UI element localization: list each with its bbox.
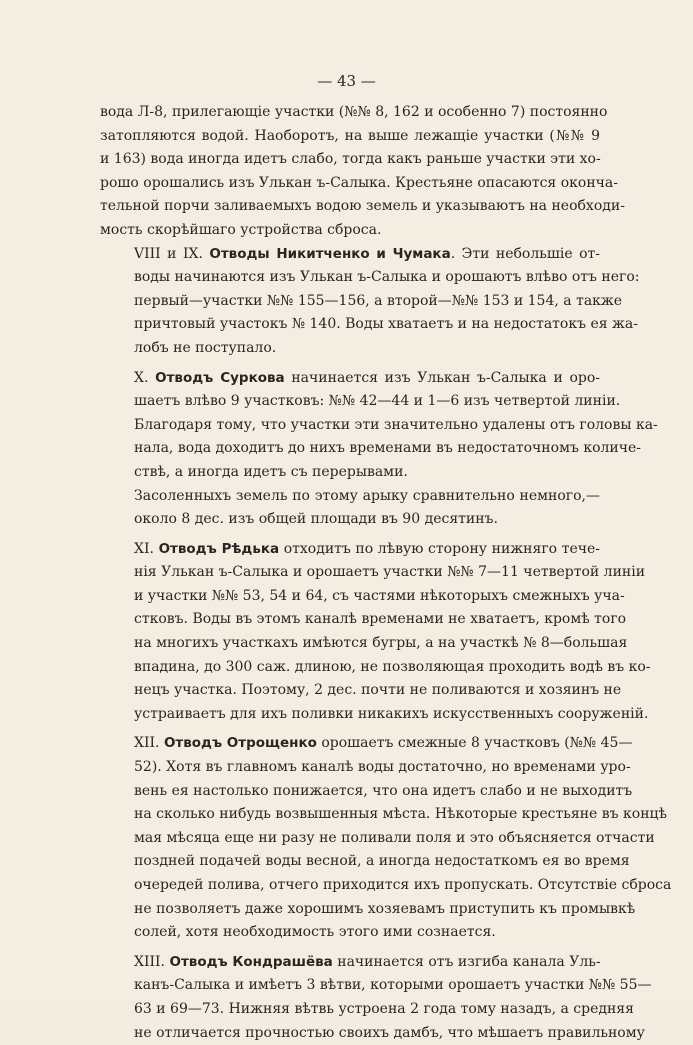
text-line: [100, 756, 631, 780]
line-text: мая мѣсяца еще ни разу не поливали поля и это объясняется отчасти: [134, 829, 655, 846]
text-line: [100, 148, 600, 172]
text-line: [100, 313, 638, 337]
section-title: Отводъ Суркова: [155, 369, 285, 386]
line-text: и участки №№ 53, 54 и 64, съ частями нѣкоторыхъ смежныхъ уча-: [134, 587, 625, 604]
line-text: причтовый участокъ № 140. Воды хватаетъ и на недостатокъ ея жа-: [134, 316, 638, 333]
text-line: [100, 632, 628, 656]
line-text: начинается отъ изгиба канала Уль-: [332, 953, 601, 970]
paragraph: [100, 485, 600, 532]
text-line: [100, 266, 640, 290]
text-line: [100, 390, 621, 414]
text-line: [100, 703, 649, 727]
text-line: [100, 219, 600, 243]
text-line: [100, 437, 641, 461]
page-number: — 43 —: [317, 72, 376, 90]
text-line: [100, 921, 600, 945]
text-line: [100, 172, 618, 196]
line-text: нала, вода доходитъ до нихъ временами въ недостаточномъ количе-: [134, 440, 641, 457]
text-line: [100, 780, 633, 804]
line-text: шаетъ влѣво 9 участковъ: №№ 42—44 и 1—6 изъ четвертой линіи.: [134, 393, 621, 410]
line-text: начинается изъ Улькан ъ-Салыка и оро-: [284, 369, 601, 386]
text-line: [100, 974, 652, 998]
line-text: не отличается прочностью своихъ дамбъ, что мѣшаетъ правильному: [134, 1024, 645, 1041]
line-text: и 163) вода иногда идетъ слабо, тогда какъ раньше участки эти хо-: [100, 151, 601, 168]
line-text: Благодаря тому, что участки эти значительно удалены отъ головы ка-: [134, 416, 658, 433]
line-text: воды начинаются изъ Улькан ъ-Салыка и орошаютъ влѣво отъ него:: [134, 269, 640, 286]
section-title: Отводъ Рѣдька: [158, 540, 280, 557]
line-text: канъ-Салыка и имѣетъ 3 вѣтви, которыми орошаетъ участки №№ 55—: [134, 977, 652, 994]
text-line: [100, 874, 672, 898]
text-line: [100, 414, 658, 438]
text-line: [100, 679, 622, 703]
line-text: на многихъ участкахъ имѣются бугры, а на участкѣ № 8—большая: [134, 635, 628, 652]
section-number: VIII и IX.: [134, 245, 203, 262]
text-line: [100, 125, 600, 149]
section-title: Отводы Никитченко и Чумака: [209, 245, 451, 262]
text-line: [100, 998, 634, 1022]
line-text: вень ея настолько понижается, что она идетъ слабо и не выходитъ: [134, 782, 633, 799]
text-line: [100, 585, 625, 609]
line-text: очередей полива, отчего приходится ихъ пропускать. Отсутствіе сброса: [134, 877, 672, 893]
text-line: [100, 538, 600, 562]
text-line: [100, 461, 600, 485]
section-title: Отводъ Кондрашёва: [169, 953, 333, 970]
line-text: лобъ не поступало.: [134, 339, 277, 356]
text-line: [100, 1022, 645, 1045]
line-text: отходитъ по лѣвую сторону нижняго тече-: [279, 540, 600, 557]
text-line: [100, 732, 633, 756]
line-text: впадина, до 300 саж. длиною, не позволяющая проходить водѣ въ ко-: [134, 658, 651, 675]
text-line: [100, 951, 600, 975]
text-line: [100, 290, 623, 314]
line-text: не позволяетъ даже хорошимъ хозяевамъ приступить къ промывкѣ: [134, 900, 636, 917]
text-line: [100, 485, 600, 509]
line-text: 63 и 69—73. Нижняя вѣтвь устроена 2 года тому назадъ, а средняя: [134, 1000, 634, 1017]
body-text: [100, 101, 672, 1045]
line-text: устраиваетъ для ихъ поливки никакихъ искусственныхъ сооруженій.: [134, 705, 649, 722]
paragraph: [100, 538, 651, 727]
text-line: [100, 101, 608, 125]
text-line: [100, 508, 600, 532]
line-text: нецъ участка. Поэтому, 2 дес. почти не поливаются и хозяинъ не: [134, 682, 622, 699]
line-text: затопляются водой. Наоборотъ, на выше лежащіе участки (№№ 9: [100, 127, 600, 144]
line-text: 52). Хотя въ главномъ каналѣ воды достаточно, но временами уро-: [134, 759, 631, 776]
paragraph: [100, 732, 672, 944]
line-text: около 8 дес. изъ общей площади въ 90 десятинъ.: [134, 511, 498, 528]
line-text: на сколько нибудь возвышенныя мѣста. Нѣкоторые крестьяне въ концѣ: [134, 806, 667, 823]
line-text: орошаетъ смежные 8 участковъ (№№ 45—: [316, 735, 633, 752]
line-text: нія Улькан ъ-Салыка и орошаетъ участки №№ 7—11 четвертой линіи: [134, 564, 646, 581]
section-number: X.: [134, 369, 149, 386]
text-line: [100, 898, 636, 922]
line-text: . Эти небольшіе от-: [450, 245, 601, 262]
line-text: ствѣ, а иногда идетъ съ перерывами.: [134, 463, 408, 480]
line-text: вода Л-8, прилегающіе участки (№№ 8, 162 и особенно 7) постоянно: [100, 104, 608, 120]
line-text: тельной порчи заливаемыхъ водою земель и указываютъ на необходи-: [100, 198, 625, 215]
line-text: рошо орошались изъ Улькан ъ-Салыка. Крестьяне опасаются оконча-: [100, 174, 618, 191]
line-text: Засоленныхъ земель по этому арыку сравнительно немного,—: [134, 487, 600, 504]
text-line: [100, 337, 600, 361]
text-line: [100, 827, 655, 851]
line-text: поздней подачей воды весной, а иногда недостаткомъ ея во время: [134, 853, 630, 870]
line-text: первый—участки №№ 155—156, а второй—№№ 153 и 154, а также: [134, 292, 623, 309]
section-number: XIII.: [134, 953, 166, 970]
text-line: [100, 367, 600, 391]
paragraph: [100, 951, 652, 1045]
paragraph: [100, 243, 640, 361]
line-text: солей, хотя необходимость этого ими сознается.: [134, 924, 496, 941]
paragraph: [100, 101, 625, 243]
paragraph: [100, 367, 658, 485]
text-line: [100, 195, 625, 219]
text-line: [100, 608, 627, 632]
text-line: [100, 243, 600, 267]
line-text: стковъ. Воды въ этомъ каналѣ временами не хватаетъ, кромѣ того: [134, 611, 627, 628]
text-line: [100, 803, 667, 827]
text-line: [100, 656, 651, 680]
section-number: XII.: [134, 735, 160, 752]
line-text: мость скорѣйшаго устройства сброса.: [100, 221, 382, 238]
text-line: [100, 850, 630, 874]
section-title: Отводъ Отрощенко: [163, 735, 317, 752]
section-number: XI.: [134, 540, 154, 557]
text-line: [100, 561, 646, 585]
